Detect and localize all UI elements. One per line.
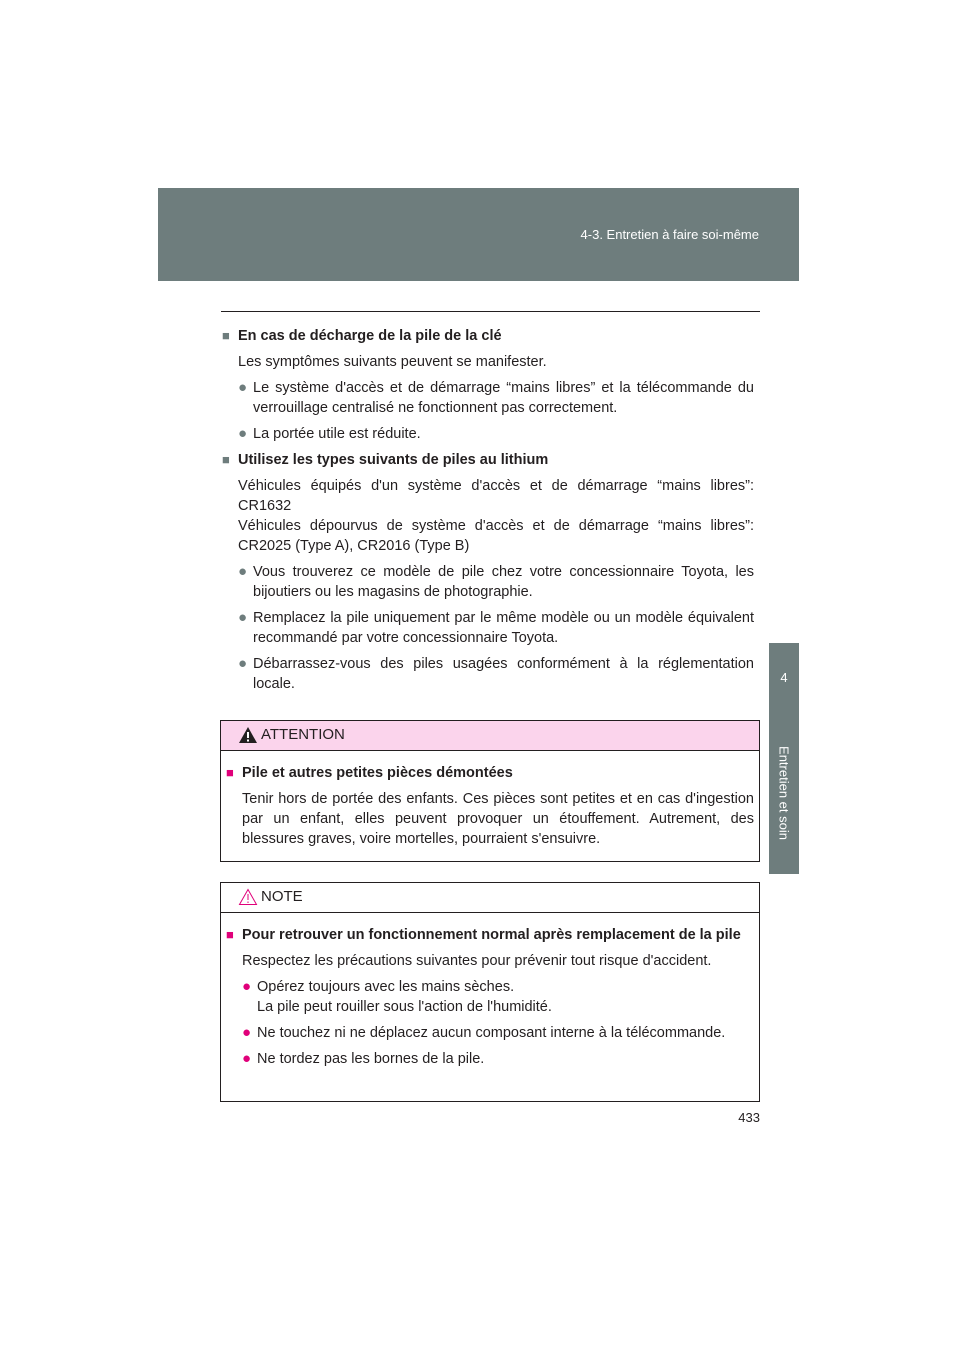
note-body	[221, 913, 759, 1087]
warning-filled-icon	[238, 726, 258, 744]
section-title: 4-3. Entretien à faire soi-même	[580, 227, 759, 242]
chapter-tab-number: 4	[769, 643, 799, 712]
section-heading: ■ Utilisez les types suivants de piles au lithium	[222, 452, 549, 468]
list-item: ● Débarrassez-vous des piles usagées conformément à la réglementation locale.	[238, 655, 754, 692]
circle-bullet-icon: ●	[238, 379, 248, 396]
list-item: ● Vous trouverez ce modèle de pile chez votre concessionnaire Toyota, les bijoutiers ou les magasins de photographie.	[238, 563, 754, 600]
square-bullet-icon: ■	[222, 452, 230, 467]
note-label: NOTE	[261, 888, 303, 905]
top-divider	[221, 311, 760, 312]
circle-bullet-icon: ●	[238, 425, 248, 442]
list-item: ● Opérez toujours avec les mains sèches. La pile peut rouiller sous l'action de l'humidité.	[242, 978, 552, 1015]
square-bullet-icon: ■	[222, 328, 230, 343]
circle-bullet-icon: ●	[238, 609, 248, 626]
note-heading: ■ Pour retrouver un fonctionnement normal après remplacement de la pile	[226, 927, 741, 943]
square-bullet-icon: ■	[226, 765, 234, 780]
chapter-tab-label	[769, 712, 799, 874]
circle-bullet-icon: ●	[242, 1024, 252, 1041]
attention-box	[220, 720, 760, 862]
note-box	[220, 882, 760, 1102]
page-number: 433	[738, 1110, 760, 1125]
list-item: ● Remplacez la pile uniquement par le même modèle ou un modèle équivalent recommandé par votre concessionnaire Toyota.	[238, 609, 754, 646]
circle-bullet-icon: ●	[242, 978, 252, 995]
paragraph: Les symptômes suivants peuvent se manifester.	[238, 354, 547, 370]
circle-bullet-icon: ●	[242, 1050, 252, 1067]
warning-outline-icon	[238, 888, 258, 906]
circle-bullet-icon: ●	[238, 563, 248, 580]
attention-header	[221, 721, 759, 751]
list-item: ● Ne tordez pas les bornes de la pile.	[242, 1050, 485, 1067]
list-item: ● Le système d'accès et de démarrage “mains libres” et la télécommande du verrouillage centralisé ne fonctionnent pas correctement.	[238, 379, 754, 416]
square-bullet-icon: ■	[226, 927, 234, 942]
circle-bullet-icon: ●	[238, 655, 248, 672]
paragraph: Véhicules équipés d'un système d'accès et de démarrage “mains libres”: CR1632 Véhicules dépourvus de système d'accès et de démarrage “mains libres”: CR2025 (Type A), CR2016 (Type B)	[238, 478, 754, 554]
note-header	[221, 883, 759, 913]
chapter-tab-text: Entretien et soin	[776, 746, 792, 840]
list-item: ● Ne touchez ni ne déplacez aucun composant interne à la télécommande.	[242, 1024, 726, 1041]
section-header-bar	[158, 188, 799, 281]
attention-text: Tenir hors de portée des enfants. Ces pièces sont petites et en cas d'ingestion par un enfant, elles peuvent provoquer un étouffement. Autrement, des blessures graves, voire mortelles, pourraient s'ensuivre.	[242, 791, 754, 847]
main-content	[222, 326, 754, 700]
note-intro: Respectez les précautions suivantes pour prévenir tout risque d'accident.	[242, 953, 712, 969]
attention-label: ATTENTION	[261, 726, 345, 743]
attention-heading: ■ Pile et autres petites pièces démontées	[226, 765, 513, 781]
list-item: ● La portée utile est réduite.	[238, 425, 421, 442]
attention-body	[221, 751, 759, 867]
section-heading: ■ En cas de décharge de la pile de la clé	[222, 328, 502, 344]
